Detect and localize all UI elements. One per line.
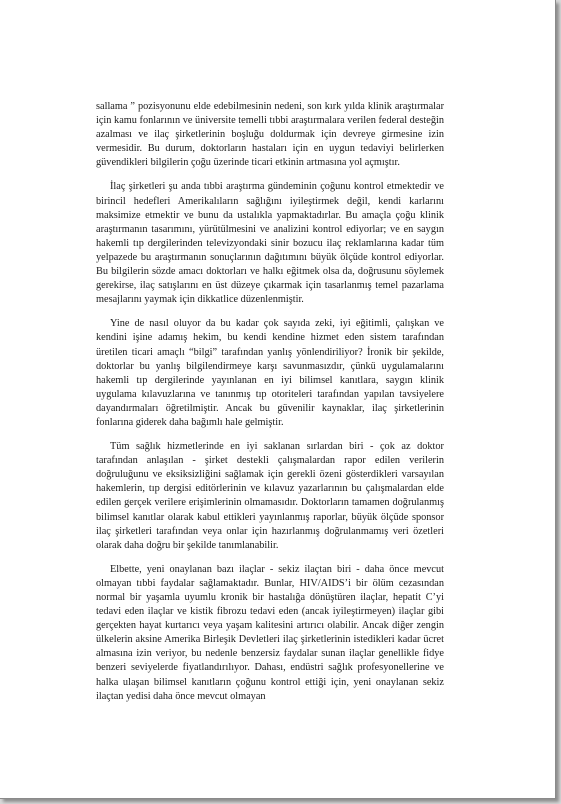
body-text [96,100,444,704]
paragraph-4: Tüm sağlık hizmetlerinde en iyi saklanan sırlardan biri - çok az doktor tarafından anlaşılan - şirket destekli çalışmalardan rapor edilen verilerin doğruluğunu ve eksiksizliğini sağlamak için gerekli özeni gösterdikleri varsayılan hakemlerin, tıp dergisi editörlerinin ve kılavuz yazarlarının bu çalışmalardan elde edilen gerçek verilere erişimlerinin olmamasıdır. Doktorların tamamen doğrulanmış bilimsel kanıtlar olarak kabul ettikleri yayınlanmış raporlar, büyük ölçüde sponsor ilaç şirketleri tarafından veya onlar için hazırlanmış doğrulanmamış veri özetleri olarak daha doğru bir şekilde tanımlanabilir. [96,441,444,551]
paragraph-5: Elbette, yeni onaylanan bazı ilaçlar - sekiz ilaçtan biri - daha önce mevcut olmayan tıbbi faydalar sağlamaktadır. Bunlar, HIV/AIDS’i bir ölüm cezasından normal bir yaşamla uyumlu kronik bir hastalığa dönüştüren ilaçlar, hepatit C’yi tedavi eden ilaçlar ve kistik fibrozu tedavi eden (ancak iyileştirmeyen) ilaçlar gibi gerçekten hayat kurtarıcı veya yaşam kalitesini artırıcı olabilir. Ancak diğer zengin ülkelerin aksine Amerika Birleşik Devletleri ilaç şirketlerinin istedikleri kadar ücret almasına izin veriyor, bu nedenle benzersiz faydalar sunan ilaçlar genellikle fidye benzeri seviyelerde fiyatlandırılıyor. Dahası, endüstri sağlık profesyonellerine ve halka ulaşan bilimsel kanıtların çoğunu kontrol ettiği için, yeni onaylanan sekiz ilaçtan yedisi daha önce mevcut olmayan [96,563,444,702]
paragraph-3: Yine de nasıl oluyor da bu kadar çok sayıda zeki, iyi eğitimli, çalışkan ve kendini işine adamış hekim, bu kendi kendine hizmet eden sistem tarafından üretilen ticari amaçlı “bilgi” tarafından yanlış yönlendiriliyor? İronik bir şekilde, doktorlar bu yanlış bilgilendirmeye karşı savunmasızdır, çünkü uygulamalarını hakemli tıp dergilerinde yayınlanan en iyi bilimsel kanıtlara, saygın klinik uygulama kılavuzlarına ve tanınmış tıp otoriteleri tarafından yapılan tavsiyelere dayandırmaları öğretilmiştir. Ancak bu güvenilir kaynaklar, ilaç şirketlerinin fonlarına giderek daha bağımlı hale gelmiştir. [96,318,444,428]
paragraph-1: sallama ” pozisyonunu elde edebilmesinin nedeni, son kırk yılda klinik araştırmalar için kamu fonlarının ve üniversite temelli tıbbi araştırmalara verilen federal desteğin azalması ve ilaç şirketlerinin boşluğu doldurmak için devreye girmesine izin vermesidir. Bu durum, doktorların hastaları için en uygun tedaviyi belirlerken güvendikleri bilgilerin çoğu üzerinde ticari etkinin artmasına yol açmıştır. [96,101,444,169]
paragraph-2: İlaç şirketleri şu anda tıbbi araştırma gündeminin çoğunu kontrol etmektedir ve birincil hedefleri Amerikalıların sağlığını iyileştirmek değil, kendi karlarını maksimize etmektir ve bunu da ustalıkla yapmaktadırlar. Bu amaçla çoğu klinik araştırmanın tasarımını, yürütülmesini ve analizini kontrol ediyorlar; ve en saygın hakemli tıp dergilerinden televizyondaki sinir bozucu ilaç reklamlarına kadar tüm yelpazede bu araştırmanın sonuçlarının dağıtımını büyük ölçüde kontrol ediyorlar. Bu bilgilerin sözde amacı doktorları ve halkı eğitmek olsa da, doğrusunu söylemek gerekirse, ilaç satışlarını en üst düzeye çıkarmak için tasarlanmış temel pazarlama mesajlarını yaymak için dikkatlice düzenlenmiştir. [96,181,444,306]
